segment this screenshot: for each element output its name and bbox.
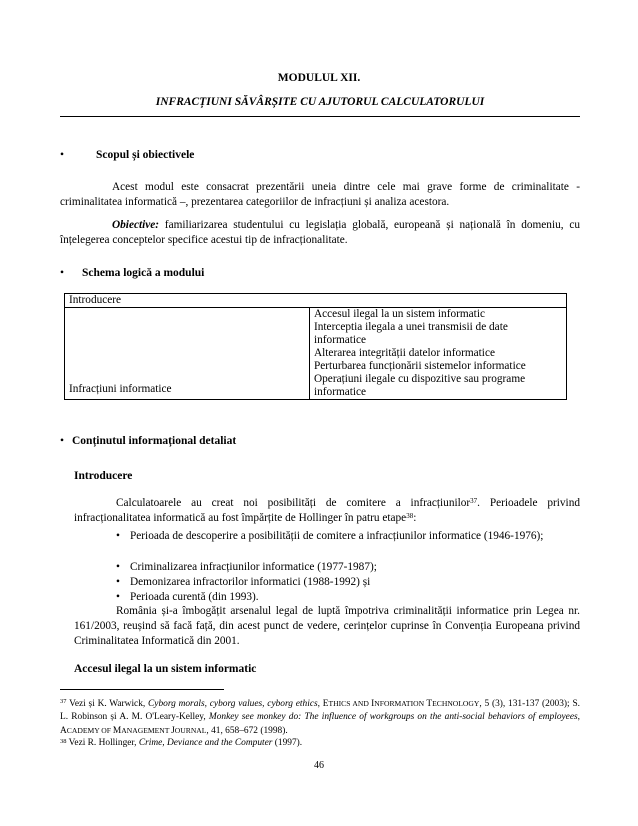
footnote-title: Crime, Deviance and the Computer — [138, 738, 273, 748]
objectives-paragraph — [60, 218, 580, 248]
journal-name: THICS AND — [328, 699, 372, 708]
section-heading-scope: Scopul și obiectivele — [96, 149, 195, 161]
intro-text-b: . Perioadele privind infracționalitatea informatică au fost împărțite de Hollinger în patru etape — [74, 497, 580, 524]
footnote-text: , — [317, 699, 323, 709]
footnote-text: (1997). — [272, 738, 303, 748]
schema-left-cell: Infracțiuni informatice — [65, 308, 310, 400]
journal-name: CADEMY OF — [66, 726, 113, 735]
footnote-37 — [60, 697, 580, 738]
title-divider — [60, 116, 580, 117]
footnote-text: Vezi R. Hollinger, — [66, 738, 139, 748]
schema-item: Accesul ilegal la un sistem informatic — [314, 308, 485, 320]
list-item-text: Perioada curentă (din 1993). — [130, 591, 259, 603]
list-item-text: Criminalizarea infracțiunilor informatice (1977-1987); — [130, 561, 377, 573]
journal-name: E — [322, 699, 329, 709]
schema-right-cell — [310, 308, 567, 400]
journal-name: T — [426, 699, 433, 709]
schema-item: Interceptia ilegala a unei transmisii de date informatice — [314, 321, 508, 346]
bullet-icon: • — [116, 576, 120, 588]
intro-text-c: : — [413, 512, 417, 524]
footnote-38 — [60, 737, 580, 750]
list-item — [116, 529, 580, 544]
intro-text-a: Calculatoarele au creat noi posibilități de comitere a infracțiunilor — [116, 497, 471, 509]
list-item-text: Demonizarea infractorilor informatici (1988-1992) și — [130, 576, 371, 588]
footnote-text: , 41, 658–672 (1998). — [206, 726, 288, 736]
footnote-title: Monkey see monkey do: The influence of workgroups on the anti-social behaviors of employees — [208, 712, 578, 722]
list-item-text: Perioada de descoperire a posibilității de comitere a infracțiunilor informatice (1946-1976); — [130, 530, 544, 542]
journal-name: M — [112, 726, 122, 736]
footnote-text: , — [577, 712, 580, 722]
list-item — [116, 575, 580, 590]
bullet-icon: • — [116, 591, 120, 603]
schema-item: Perturbarea funcționării sistemelor informatice — [314, 360, 526, 372]
scope-paragraph: Acest modul este consacrat prezentării uneia dintre cele mai grave forme de criminalitate - criminalitatea informatică –, prezentarea categoriilor de infracțiuni și analiza acestora. — [60, 181, 580, 208]
subheading-intro: Introducere — [74, 470, 133, 482]
journal-name: A — [60, 726, 67, 736]
intro-paragraph — [74, 496, 580, 526]
footnote-number: 38 — [60, 738, 67, 745]
footnote-title: Cyborg morals, cyborg values, cyborg ethics — [148, 699, 318, 709]
schema-row-intro: Introducere — [65, 294, 567, 308]
footnote-ref-37[interactable]: 37 — [470, 497, 478, 505]
footnote-number: 37 — [60, 698, 67, 705]
bullet-icon: • — [60, 267, 65, 279]
journal-name: OURNAL — [174, 726, 207, 735]
footnote-ref-38[interactable]: 38 — [406, 512, 414, 520]
journal-name: ECHNOLOGY — [432, 699, 480, 708]
legal-paragraph: România și-a îmbogățit arsenalul legal de luptă împotriva criminalității informatice prin Legea nr. 161/2003, reușind să facă față, din acest punct de vedere, cerințelor cuprinse în Convenția Europeana privind Criminalitatea Informatică din 2001. — [74, 605, 580, 647]
journal-name: J — [171, 726, 175, 736]
page-title: INFRACȚIUNI SĂVÂRȘITE CU AJUTORUL CALCULATORULUI — [155, 96, 485, 108]
objectives-label: Obiective: — [112, 219, 160, 231]
bullet-icon: • — [116, 530, 120, 542]
journal-name: NFORMATION — [374, 699, 427, 708]
bullet-icon: • — [60, 149, 65, 161]
footnote-text: Vezi și K. Warwick, — [66, 699, 149, 709]
page-number: 46 — [314, 760, 324, 771]
section-heading-content: Conținutul informațional detaliat — [72, 435, 237, 447]
footnote-text: , 5 (3), 131-137 (2003); S. L. Robinson și A. M. O'Leary-Kelley, — [60, 699, 580, 722]
schema-item: Operațiuni ilegale cu dispozitive sau programe informatice — [314, 373, 526, 398]
schema-table — [64, 293, 567, 400]
bullet-icon: • — [60, 435, 65, 447]
bullet-icon: • — [116, 561, 120, 573]
objectives-text: familiarizarea studentului cu legislația globală, europeană și națională în domeniu, cu înțelegerea conceptelor specifice acestui tip de infracționalitate. — [60, 219, 580, 246]
subheading-illegal-access: Accesul ilegal la un sistem informatic — [74, 663, 257, 675]
section-heading-schema: Schema logică a modului — [82, 267, 205, 279]
module-label: MODULUL XII. — [277, 72, 361, 84]
journal-name: I — [371, 699, 375, 709]
schema-item: Alterarea integrității datelor informatice — [314, 347, 495, 359]
list-item — [116, 560, 580, 575]
list-item — [116, 590, 580, 605]
footnote-divider — [60, 689, 224, 690]
journal-name: ANAGEMENT — [121, 726, 172, 735]
